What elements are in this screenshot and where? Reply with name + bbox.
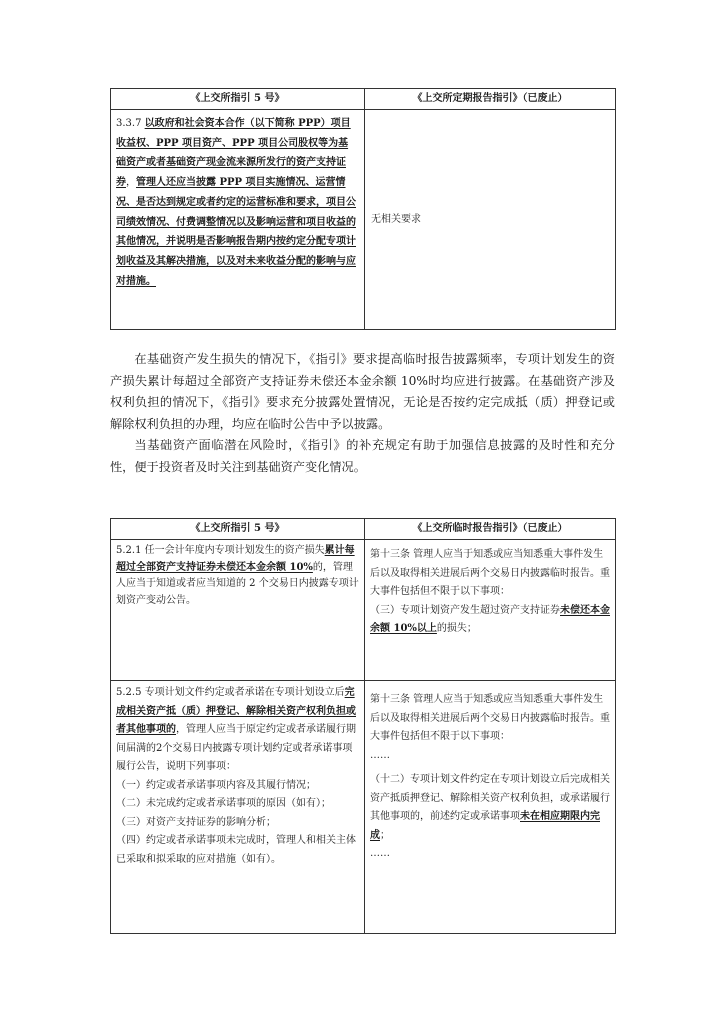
paragraph: 当基础资产面临潜在风险时，《指引》的补充规定有助于加强信息披露的及时性和充分性，便于投资者及时关注到基础资产变化情况。 bbox=[110, 438, 615, 474]
item-text: 的损失； bbox=[436, 623, 477, 634]
table1-right-cell bbox=[365, 110, 616, 330]
clause-bold-underlined-2: 管理人还应当披露 PPP 项目实施情况、运营情况、是否达到规定或者约定的运营标准和要求，项目公司绩效情况、付费调整情况以及影响运营和项目收益的其他情况，并说明是否影响报告期内按约定分配专项计划收益及其解决措施，以及对未来收益分配的影响与应对措施。 bbox=[116, 177, 356, 287]
clause-text: 5.2.1 任一会计年度内专项计划发生的资产损失 bbox=[116, 545, 325, 556]
paragraph: 在基础资产发生损失的情况下，《指引》要求提高临时报告披露频率，专项计划发生的资产损失累计每超过全部资产支持证券未偿还本金余额 10%时均应进行披露。在基础资产涉及权利负担的情况下，《指引》要求充分披露处置情况，无论是否按约定完成抵（质）押登记或解除权利负担的办理，均应在临时公告中予以披露。 bbox=[110, 352, 615, 431]
table1-header-right: 《上交所定期报告指引》（已废止） bbox=[365, 89, 616, 110]
clause-text: ，管理人应当于原定约定或者承诺履行期间届满的2个交易日内披露专项计划约定或者承诺事项履行公告，说明下列事项： bbox=[116, 724, 356, 772]
item-text: ； bbox=[380, 829, 390, 841]
clause-text: 5.2.5 专项计划文件约定或者承诺在专项计划设立后 bbox=[116, 687, 345, 698]
list-item: （三）对资产支持证券的影响分析； bbox=[116, 816, 276, 828]
article-text: 第十三条 管理人应当于知悉或应当知悉重大事件发生后以及取得相关进展后两个交易日内披露临时报告。重大事件包括但不限于以下事项： bbox=[370, 549, 610, 597]
clause-bold-underlined-1: 以政府和社会资本合作（以下简称 PPP）项目收益权、PPP 项目资产、PPP 项目公司股权等为基础资产或者基础资产现金流来源所发行的资产支持证券 bbox=[116, 118, 351, 189]
table2-row2-right bbox=[365, 681, 616, 934]
list-item: （一）约定或者承诺事项内容及其履行情况； bbox=[116, 779, 316, 791]
comparison-table-periodic bbox=[110, 88, 616, 330]
table2-header-left: 《上交所指引 5 号》 bbox=[111, 519, 365, 540]
table2-row1-left bbox=[111, 540, 365, 681]
table1-header-left: 《上交所指引 5 号》 bbox=[111, 89, 365, 110]
item-text: （十二）专项计划文件约定在专项计划设立后完成相关资产抵质押登记、解除相关资产权利负担，或承诺履行其他事项的，前述约定或承诺事项 bbox=[370, 774, 610, 822]
list-item: （四）约定或者承诺事项未完成时，管理人和相关主体已采取和拟采取的应对措施（如有）。 bbox=[116, 835, 356, 865]
clause-text: ， bbox=[126, 177, 136, 189]
body-paragraphs bbox=[110, 349, 615, 478]
comparison-table-temporary bbox=[110, 518, 616, 934]
item-text: （三）专项计划资产发生超过资产支持证券 bbox=[370, 604, 560, 616]
list-item: （二）未完成约定或者承诺事项的原因（如有）； bbox=[116, 798, 331, 809]
table2-row1-right bbox=[365, 540, 616, 681]
clause-bold-underlined: 完成相关资产抵（质）押登记、解除相关资产权利负担或者其他事项的 bbox=[116, 687, 356, 735]
table2-row2-left bbox=[111, 681, 365, 934]
table2-header-right: 《上交所临时报告指引》（已废止） bbox=[365, 519, 616, 540]
article-text: 第十三条 管理人应当于知悉或应当知悉重大事件发生后以及取得相关进展后两个交易日内披露临时报告。重大事件包括但不限于以下事项： bbox=[370, 694, 610, 742]
clause-bold-underlined: 累计每超过全部资产支持证券未偿还本金余额 10% bbox=[116, 545, 355, 573]
no-requirement-text: 无相关要求 bbox=[371, 213, 421, 225]
table1-clause-cell bbox=[111, 110, 365, 330]
ellipsis: …… bbox=[370, 749, 390, 761]
clause-text: 的，管理人应当于知道或者应当知道的 2 个交易日内披露专项计划资产变动公告。 bbox=[116, 561, 359, 606]
item-bold-underlined: 未偿还本金余额 10%以上 bbox=[370, 604, 610, 634]
item-bold-underlined: 未在相应期限内完成 bbox=[370, 811, 600, 841]
spacer bbox=[370, 765, 610, 771]
ellipsis: …… bbox=[370, 848, 390, 859]
clause-number: 3.3.7 bbox=[116, 118, 142, 129]
